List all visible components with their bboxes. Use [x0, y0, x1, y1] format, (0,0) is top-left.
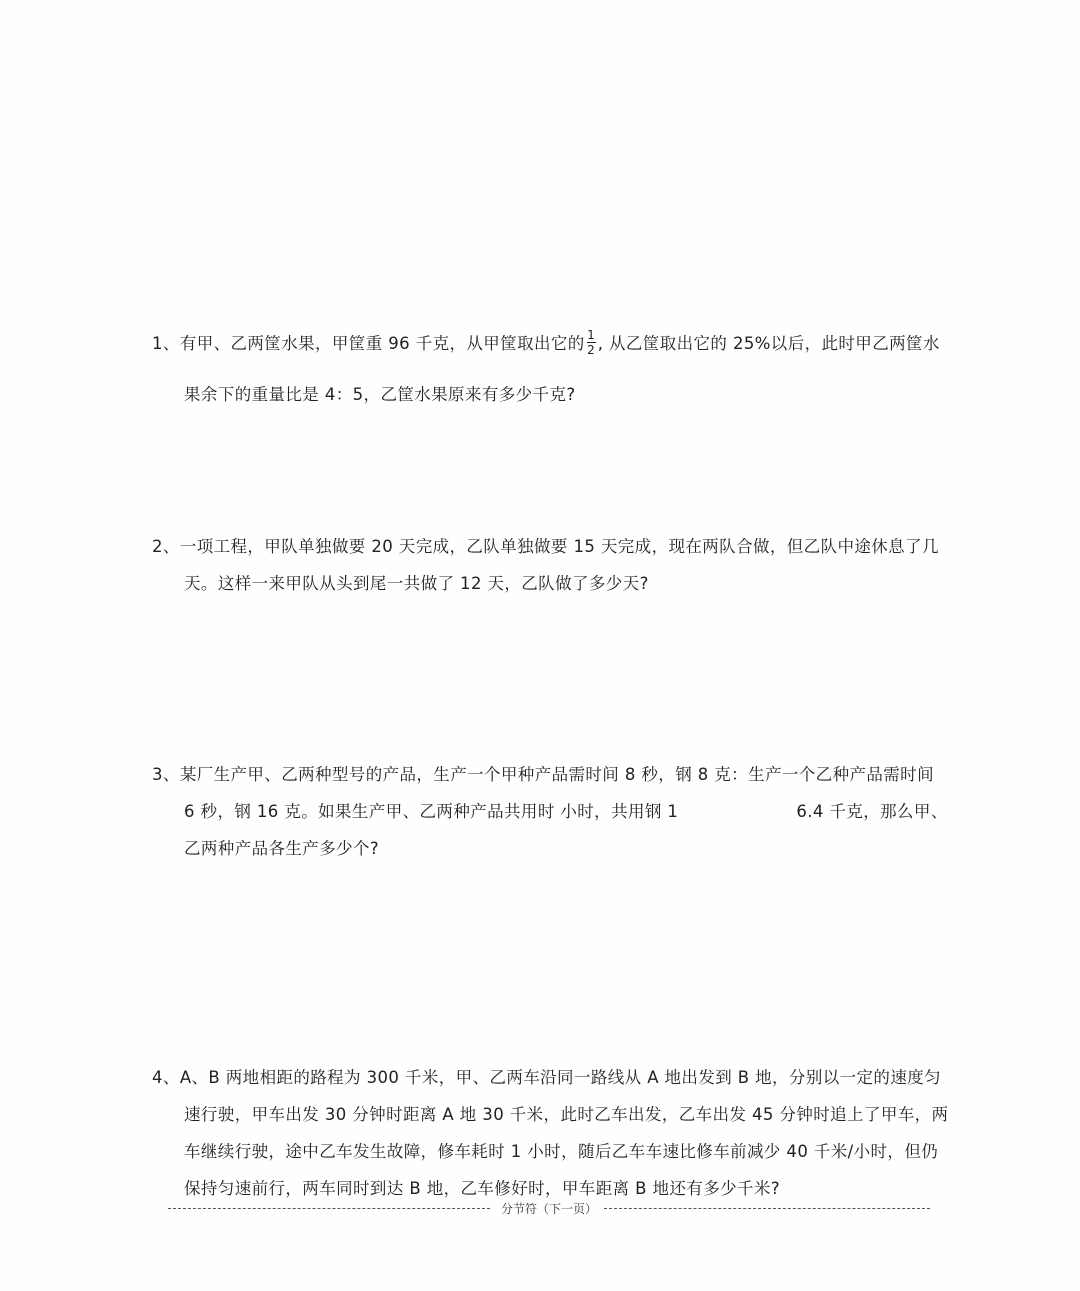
section-break-dash-left [168, 1208, 490, 1209]
section-break [168, 1200, 930, 1216]
problem-1-line-1 [152, 330, 940, 358]
problem-3-text: 某厂生产甲、乙两种型号的产品，生产一个甲种产品需时间 8 秒，钢 8 克：生产一个乙种产品需时间 [179, 765, 934, 784]
problem-number: 2、 [152, 537, 180, 556]
problem-number: 3、 [152, 765, 180, 784]
problem-3-text-a: 6 秒，钢 16 克。如果生产甲、乙两种产品共用时 小时，共用钢 1 [184, 802, 679, 821]
problem-1-text-a: 有甲、乙两筐水果，甲筐重 96 千克，从甲筐取出它的 [179, 334, 585, 353]
problem-2-line-1 [152, 533, 939, 557]
problem-3-text-b: 6.4 千克，那么甲、 [796, 802, 948, 821]
problem-4-line-2: 速行驶，甲车出发 30 分钟时距离 A 地 30 千米，此时乙车出发，乙车出发 45 分钟时追上了甲车，两 [184, 1105, 949, 1124]
problem-4-text: A、B 两地相距的路程为 300 千米，甲、乙两车沿同一路线从 A 地出发到 B 地，分别以一定的速度匀 [179, 1068, 942, 1087]
problem-1-line-2: 果余下的重量比是 4：5，乙筐水果原来有多少千克? [184, 385, 576, 404]
problem-number: 4、 [152, 1068, 180, 1087]
problem-2-line-2: 天。这样一来甲队从头到尾一共做了 12 天，乙队做了多少天? [184, 574, 649, 593]
fraction-one-half [587, 329, 596, 356]
problem-3-line-1 [152, 761, 934, 785]
problem-number: 1、 [152, 334, 180, 353]
problem-2-text: 一项工程，甲队单独做要 20 天完成，乙队单独做要 15 天完成，现在两队合做，但乙队中途休息了几 [179, 537, 939, 556]
fraction-denominator: 2 [587, 343, 596, 357]
section-break-label: 分节符（下一页） [500, 1202, 597, 1216]
problem-3-line-3: 乙两种产品各生产多少个? [184, 839, 380, 858]
problem-4-line-1 [152, 1064, 941, 1088]
problem-3-line-2 [184, 798, 948, 822]
problem-4-line-4: 保持匀速前行，两车同时到达 B 地，乙车修好时，甲车距离 B 地还有多少千米? [184, 1179, 780, 1198]
problem-1-text-b: , 从乙筐取出它的 25%以后，此时甲乙两筐水 [597, 334, 940, 353]
section-break-dash-right [604, 1208, 930, 1209]
problem-4-line-3: 车继续行驶，途中乙车发生故障，修车耗时 1 小时，随后乙车车速比修车前减少 40 千米/小时，但仍 [184, 1142, 939, 1161]
fraction-numerator: 1 [587, 328, 596, 342]
